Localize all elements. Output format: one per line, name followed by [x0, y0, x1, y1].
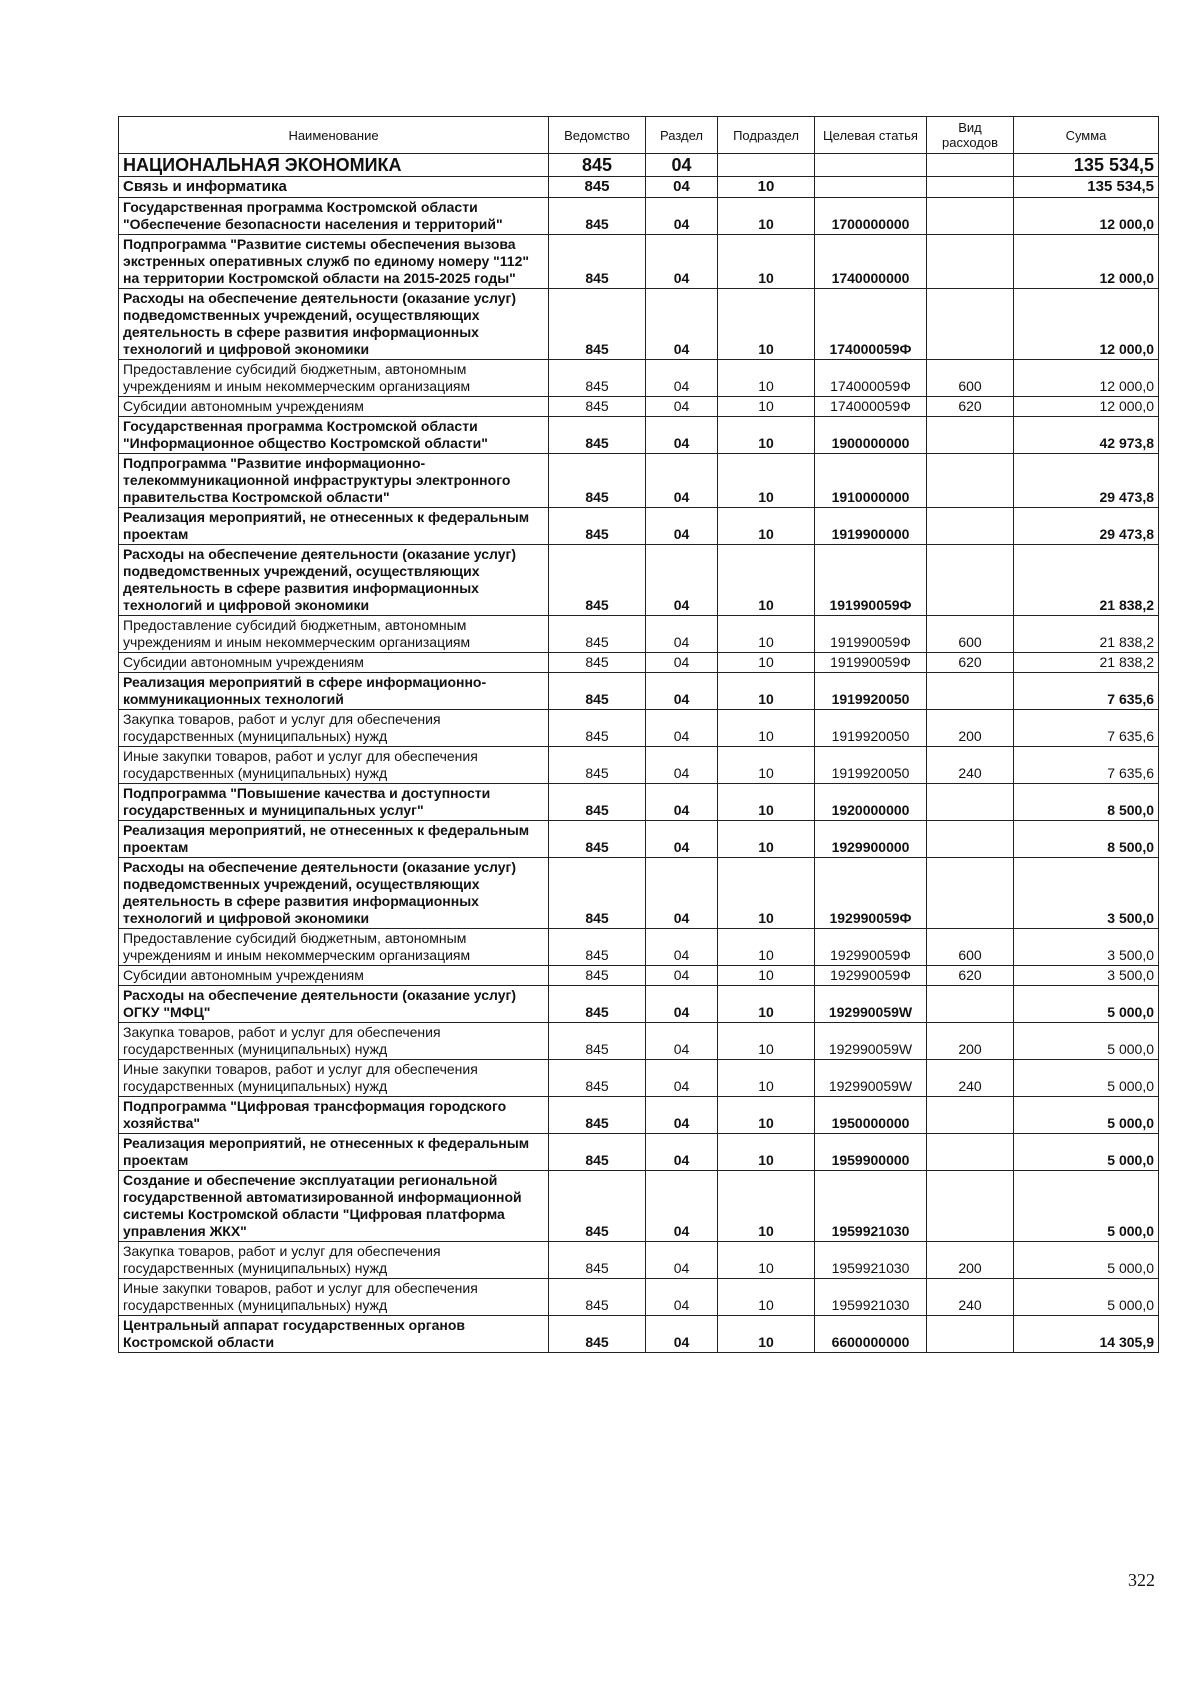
- table-row: [119, 154, 1159, 177]
- cell-celevaya-statya: 192990059W: [815, 1060, 927, 1097]
- cell-podrazdel: 10: [718, 360, 815, 397]
- cell-razdel: 04: [646, 545, 718, 616]
- cell-celevaya-statya: 6600000000: [815, 1316, 927, 1353]
- cell-vid-rashodov: 620: [927, 653, 1014, 673]
- cell-celevaya-statya: 1929900000: [815, 821, 927, 858]
- cell-celevaya-statya: 192990059Ф: [815, 858, 927, 929]
- table-row: [119, 966, 1159, 986]
- cell-celevaya-statya: 1919920050: [815, 747, 927, 784]
- cell-vedomstvo: 845: [549, 1242, 646, 1279]
- cell-vedomstvo: 845: [549, 1023, 646, 1060]
- cell-razdel: 04: [646, 1316, 718, 1353]
- cell-celevaya-statya: 1919900000: [815, 508, 927, 545]
- cell-name: Реализация мероприятий, не отнесенных к федеральным проектам: [119, 508, 549, 545]
- cell-razdel: 04: [646, 784, 718, 821]
- cell-razdel: 04: [646, 198, 718, 235]
- header-vedomstvo: Ведомство: [549, 117, 646, 154]
- cell-vedomstvo: 845: [549, 858, 646, 929]
- cell-vid-rashodov: [927, 177, 1014, 198]
- cell-name: Субсидии автономным учреждениям: [119, 966, 549, 986]
- table-row: [119, 653, 1159, 673]
- cell-name: Подпрограмма "Повышение качества и доступности государственных и муниципальных услуг": [119, 784, 549, 821]
- cell-podrazdel: 10: [718, 397, 815, 417]
- cell-name: Иные закупки товаров, работ и услуг для обеспечения государственных (муниципальных) нужд: [119, 747, 549, 784]
- cell-razdel: 04: [646, 653, 718, 673]
- cell-summa: 5 000,0: [1014, 1279, 1159, 1316]
- cell-vid-rashodov: [927, 986, 1014, 1023]
- cell-podrazdel: 10: [718, 235, 815, 289]
- cell-podrazdel: 10: [718, 1171, 815, 1242]
- cell-razdel: 04: [646, 154, 718, 177]
- cell-summa: 3 500,0: [1014, 966, 1159, 986]
- cell-celevaya-statya: 1959900000: [815, 1134, 927, 1171]
- table-row: [119, 1097, 1159, 1134]
- cell-razdel: 04: [646, 858, 718, 929]
- cell-summa: 12 000,0: [1014, 360, 1159, 397]
- cell-summa: 21 838,2: [1014, 616, 1159, 653]
- cell-vedomstvo: 845: [549, 417, 646, 454]
- cell-name: Реализация мероприятий в сфере информационно-коммуникационных технологий: [119, 673, 549, 710]
- cell-podrazdel: 10: [718, 673, 815, 710]
- cell-name: Реализация мероприятий, не отнесенных к федеральным проектам: [119, 1134, 549, 1171]
- cell-summa: 3 500,0: [1014, 929, 1159, 966]
- table-row: [119, 508, 1159, 545]
- table-row: [119, 673, 1159, 710]
- cell-podrazdel: 10: [718, 821, 815, 858]
- cell-vid-rashodov: 240: [927, 1060, 1014, 1097]
- cell-name: Подпрограмма "Цифровая трансформация городского хозяйства": [119, 1097, 549, 1134]
- cell-vedomstvo: 845: [549, 177, 646, 198]
- cell-celevaya-statya: 1910000000: [815, 454, 927, 508]
- cell-vedomstvo: 845: [549, 784, 646, 821]
- cell-celevaya-statya: 192990059Ф: [815, 966, 927, 986]
- cell-celevaya-statya: 191990059Ф: [815, 616, 927, 653]
- cell-celevaya-statya: [815, 154, 927, 177]
- cell-razdel: 04: [646, 673, 718, 710]
- cell-podrazdel: 10: [718, 1097, 815, 1134]
- cell-vedomstvo: 845: [549, 1060, 646, 1097]
- cell-vedomstvo: 845: [549, 397, 646, 417]
- cell-name: Закупка товаров, работ и услуг для обеспечения государственных (муниципальных) нужд: [119, 1023, 549, 1060]
- header-row: [119, 117, 1159, 154]
- cell-name: Расходы на обеспечение деятельности (оказание услуг) ОГКУ "МФЦ": [119, 986, 549, 1023]
- cell-summa: 29 473,8: [1014, 508, 1159, 545]
- cell-podrazdel: 10: [718, 1242, 815, 1279]
- table-row: [119, 198, 1159, 235]
- cell-summa: 7 635,6: [1014, 710, 1159, 747]
- cell-vedomstvo: 845: [549, 1316, 646, 1353]
- cell-vedomstvo: 845: [549, 966, 646, 986]
- table-row: [119, 858, 1159, 929]
- cell-summa: 8 500,0: [1014, 784, 1159, 821]
- cell-summa: 12 000,0: [1014, 289, 1159, 360]
- table-row: [119, 177, 1159, 198]
- cell-celevaya-statya: 174000059Ф: [815, 397, 927, 417]
- cell-vedomstvo: 845: [549, 360, 646, 397]
- cell-razdel: 04: [646, 1279, 718, 1316]
- cell-vedomstvo: 845: [549, 986, 646, 1023]
- table-body: [119, 154, 1159, 1353]
- cell-vid-rashodov: [927, 417, 1014, 454]
- cell-vid-rashodov: [927, 673, 1014, 710]
- cell-name: Предоставление субсидий бюджетным, автономным учреждениям и иным некоммерческим организациям: [119, 929, 549, 966]
- cell-vedomstvo: 845: [549, 929, 646, 966]
- table-row: [119, 710, 1159, 747]
- cell-vid-rashodov: [927, 545, 1014, 616]
- cell-vedomstvo: 845: [549, 1171, 646, 1242]
- cell-podrazdel: 10: [718, 177, 815, 198]
- cell-podrazdel: 10: [718, 1023, 815, 1060]
- cell-summa: 12 000,0: [1014, 198, 1159, 235]
- cell-summa: 5 000,0: [1014, 1134, 1159, 1171]
- cell-razdel: 04: [646, 747, 718, 784]
- cell-name: Иные закупки товаров, работ и услуг для обеспечения государственных (муниципальных) нужд: [119, 1279, 549, 1316]
- table-header: [119, 117, 1159, 154]
- cell-vid-rashodov: 600: [927, 360, 1014, 397]
- cell-celevaya-statya: [815, 177, 927, 198]
- cell-celevaya-statya: 1740000000: [815, 235, 927, 289]
- cell-podrazdel: 10: [718, 1316, 815, 1353]
- cell-name: Подпрограмма "Развитие системы обеспечения вызова экстренных оперативных служб по единому номеру "112" на территории Костромской области на 2015-2025 годы": [119, 235, 549, 289]
- cell-vid-rashodov: 200: [927, 1023, 1014, 1060]
- cell-celevaya-statya: 192990059W: [815, 986, 927, 1023]
- cell-vedomstvo: 845: [549, 821, 646, 858]
- table-row: [119, 1060, 1159, 1097]
- cell-vid-rashodov: 240: [927, 747, 1014, 784]
- cell-vid-rashodov: 200: [927, 1242, 1014, 1279]
- cell-name: НАЦИОНАЛЬНАЯ ЭКОНОМИКА: [119, 154, 549, 177]
- cell-podrazdel: [718, 154, 815, 177]
- cell-podrazdel: 10: [718, 784, 815, 821]
- cell-vid-rashodov: [927, 858, 1014, 929]
- cell-name: Расходы на обеспечение деятельности (оказание услуг) подведомственных учреждений, осуществляющих деятельность в сфере развития информационных технологий и цифровой экономики: [119, 545, 549, 616]
- table-row: [119, 784, 1159, 821]
- cell-summa: 5 000,0: [1014, 1060, 1159, 1097]
- cell-razdel: 04: [646, 397, 718, 417]
- cell-summa: 5 000,0: [1014, 1242, 1159, 1279]
- cell-razdel: 04: [646, 1242, 718, 1279]
- cell-podrazdel: 10: [718, 929, 815, 966]
- cell-celevaya-statya: 174000059Ф: [815, 360, 927, 397]
- cell-celevaya-statya: 1959921030: [815, 1171, 927, 1242]
- cell-vedomstvo: 845: [549, 454, 646, 508]
- cell-vid-rashodov: [927, 235, 1014, 289]
- cell-name: Подпрограмма "Развитие информационно-телекоммуникационной инфраструктуры электронного правительства Костромской области": [119, 454, 549, 508]
- cell-summa: 5 000,0: [1014, 1171, 1159, 1242]
- cell-summa: 12 000,0: [1014, 397, 1159, 417]
- header-razdel: Раздел: [646, 117, 718, 154]
- cell-summa: 42 973,8: [1014, 417, 1159, 454]
- header-summa: Сумма: [1014, 117, 1159, 154]
- cell-vid-rashodov: 200: [927, 710, 1014, 747]
- cell-vedomstvo: 845: [549, 653, 646, 673]
- cell-summa: 29 473,8: [1014, 454, 1159, 508]
- cell-celevaya-statya: 1959921030: [815, 1279, 927, 1316]
- cell-summa: 14 305,9: [1014, 1316, 1159, 1353]
- cell-name: Иные закупки товаров, работ и услуг для обеспечения государственных (муниципальных) нужд: [119, 1060, 549, 1097]
- cell-razdel: 04: [646, 929, 718, 966]
- cell-summa: 7 635,6: [1014, 747, 1159, 784]
- header-name: Наименование: [119, 117, 549, 154]
- cell-summa: 12 000,0: [1014, 235, 1159, 289]
- table-row: [119, 289, 1159, 360]
- cell-celevaya-statya: 1950000000: [815, 1097, 927, 1134]
- cell-name: Расходы на обеспечение деятельности (оказание услуг) подведомственных учреждений, осуществляющих деятельность в сфере развития информационных технологий и цифровой экономики: [119, 858, 549, 929]
- cell-podrazdel: 10: [718, 454, 815, 508]
- cell-podrazdel: 10: [718, 858, 815, 929]
- cell-summa: 8 500,0: [1014, 821, 1159, 858]
- cell-celevaya-statya: 191990059Ф: [815, 653, 927, 673]
- cell-name: Создание и обеспечение эксплуатации региональной государственной автоматизированной информационной системы Костромской области "Цифровая платформа управления ЖКХ": [119, 1171, 549, 1242]
- cell-name: Субсидии автономным учреждениям: [119, 653, 549, 673]
- cell-name: Предоставление субсидий бюджетным, автономным учреждениям и иным некоммерческим организациям: [119, 616, 549, 653]
- page-number: 322: [1128, 1570, 1155, 1590]
- cell-celevaya-statya: 1900000000: [815, 417, 927, 454]
- cell-summa: 21 838,2: [1014, 653, 1159, 673]
- cell-celevaya-statya: 1920000000: [815, 784, 927, 821]
- cell-podrazdel: 10: [718, 508, 815, 545]
- cell-vedomstvo: 845: [549, 235, 646, 289]
- cell-podrazdel: 10: [718, 1279, 815, 1316]
- table-row: [119, 360, 1159, 397]
- table-row: [119, 1134, 1159, 1171]
- cell-razdel: 04: [646, 1023, 718, 1060]
- cell-vid-rashodov: [927, 198, 1014, 235]
- cell-name: Государственная программа Костромской области "Обеспечение безопасности населения и территорий": [119, 198, 549, 235]
- cell-podrazdel: 10: [718, 417, 815, 454]
- cell-summa: 21 838,2: [1014, 545, 1159, 616]
- cell-celevaya-statya: 192990059Ф: [815, 929, 927, 966]
- cell-razdel: 04: [646, 1171, 718, 1242]
- cell-name: Субсидии автономным учреждениям: [119, 397, 549, 417]
- cell-celevaya-statya: 1919920050: [815, 673, 927, 710]
- cell-vid-rashodov: 240: [927, 1279, 1014, 1316]
- cell-podrazdel: 10: [718, 545, 815, 616]
- cell-name: Реализация мероприятий, не отнесенных к федеральным проектам: [119, 821, 549, 858]
- cell-vedomstvo: 845: [549, 289, 646, 360]
- cell-razdel: 04: [646, 360, 718, 397]
- cell-vedomstvo: 845: [549, 1097, 646, 1134]
- cell-vid-rashodov: [927, 1134, 1014, 1171]
- cell-podrazdel: 10: [718, 1060, 815, 1097]
- cell-vedomstvo: 845: [549, 1134, 646, 1171]
- cell-vid-rashodov: [927, 1171, 1014, 1242]
- cell-vid-rashodov: [927, 454, 1014, 508]
- cell-name: Расходы на обеспечение деятельности (оказание услуг) подведомственных учреждений, осуществляющих деятельность в сфере развития информационных технологий и цифровой экономики: [119, 289, 549, 360]
- budget-table: [118, 116, 1159, 1353]
- cell-vedomstvo: 845: [549, 673, 646, 710]
- cell-celevaya-statya: 1919920050: [815, 710, 927, 747]
- table-row: [119, 616, 1159, 653]
- cell-vid-rashodov: 620: [927, 397, 1014, 417]
- table-row: [119, 417, 1159, 454]
- cell-razdel: 04: [646, 1134, 718, 1171]
- cell-podrazdel: 10: [718, 1134, 815, 1171]
- cell-vid-rashodov: [927, 821, 1014, 858]
- cell-razdel: 04: [646, 508, 718, 545]
- cell-celevaya-statya: 1959921030: [815, 1242, 927, 1279]
- cell-name: Закупка товаров, работ и услуг для обеспечения государственных (муниципальных) нужд: [119, 710, 549, 747]
- cell-name: Закупка товаров, работ и услуг для обеспечения государственных (муниципальных) нужд: [119, 1242, 549, 1279]
- cell-vedomstvo: 845: [549, 1279, 646, 1316]
- cell-razdel: 04: [646, 966, 718, 986]
- cell-vedomstvo: 845: [549, 710, 646, 747]
- cell-vid-rashodov: [927, 1097, 1014, 1134]
- cell-podrazdel: 10: [718, 747, 815, 784]
- table-row: [119, 454, 1159, 508]
- cell-podrazdel: 10: [718, 198, 815, 235]
- cell-razdel: 04: [646, 235, 718, 289]
- cell-vid-rashodov: [927, 784, 1014, 821]
- cell-celevaya-statya: 192990059W: [815, 1023, 927, 1060]
- cell-vid-rashodov: [927, 289, 1014, 360]
- cell-vedomstvo: 845: [549, 545, 646, 616]
- table-row: [119, 1279, 1159, 1316]
- cell-summa: 5 000,0: [1014, 986, 1159, 1023]
- table-row: [119, 1023, 1159, 1060]
- cell-vid-rashodov: 600: [927, 929, 1014, 966]
- table-row: [119, 821, 1159, 858]
- header-podrazdel: Подраздел: [718, 117, 815, 154]
- cell-podrazdel: 10: [718, 616, 815, 653]
- cell-summa: 5 000,0: [1014, 1023, 1159, 1060]
- cell-razdel: 04: [646, 821, 718, 858]
- cell-podrazdel: 10: [718, 986, 815, 1023]
- cell-razdel: 04: [646, 986, 718, 1023]
- cell-name: Государственная программа Костромской области "Информационное общество Костромской области": [119, 417, 549, 454]
- cell-vid-rashodov: [927, 154, 1014, 177]
- cell-summa: 5 000,0: [1014, 1097, 1159, 1134]
- cell-razdel: 04: [646, 1097, 718, 1134]
- cell-vid-rashodov: 600: [927, 616, 1014, 653]
- cell-vid-rashodov: [927, 508, 1014, 545]
- cell-summa: 135 534,5: [1014, 177, 1159, 198]
- cell-summa: 3 500,0: [1014, 858, 1159, 929]
- cell-summa: 135 534,5: [1014, 154, 1159, 177]
- cell-podrazdel: 10: [718, 710, 815, 747]
- cell-name: Центральный аппарат государственных органов Костромской области: [119, 1316, 549, 1353]
- table-row: [119, 545, 1159, 616]
- table-row: [119, 1171, 1159, 1242]
- cell-name: Связь и информатика: [119, 177, 549, 198]
- cell-razdel: 04: [646, 1060, 718, 1097]
- cell-vedomstvo: 845: [549, 508, 646, 545]
- table-row: [119, 1242, 1159, 1279]
- cell-razdel: 04: [646, 177, 718, 198]
- cell-summa: 7 635,6: [1014, 673, 1159, 710]
- cell-razdel: 04: [646, 417, 718, 454]
- table-row: [119, 235, 1159, 289]
- header-vid-rashodov: Вид расходов: [927, 117, 1014, 154]
- table-row: [119, 747, 1159, 784]
- cell-vid-rashodov: [927, 1316, 1014, 1353]
- cell-razdel: 04: [646, 289, 718, 360]
- table-row: [119, 397, 1159, 417]
- cell-celevaya-statya: 174000059Ф: [815, 289, 927, 360]
- cell-celevaya-statya: 1700000000: [815, 198, 927, 235]
- cell-name: Предоставление субсидий бюджетным, автономным учреждениям и иным некоммерческим организациям: [119, 360, 549, 397]
- cell-vedomstvo: 845: [549, 616, 646, 653]
- header-celevaya-statya: Целевая статья: [815, 117, 927, 154]
- cell-podrazdel: 10: [718, 289, 815, 360]
- cell-vid-rashodov: 620: [927, 966, 1014, 986]
- cell-celevaya-statya: 191990059Ф: [815, 545, 927, 616]
- cell-razdel: 04: [646, 454, 718, 508]
- cell-vedomstvo: 845: [549, 154, 646, 177]
- table-row: [119, 929, 1159, 966]
- cell-vedomstvo: 845: [549, 198, 646, 235]
- cell-razdel: 04: [646, 710, 718, 747]
- cell-podrazdel: 10: [718, 966, 815, 986]
- table-row: [119, 986, 1159, 1023]
- table-row: [119, 1316, 1159, 1353]
- cell-vedomstvo: 845: [549, 747, 646, 784]
- cell-podrazdel: 10: [718, 653, 815, 673]
- cell-razdel: 04: [646, 616, 718, 653]
